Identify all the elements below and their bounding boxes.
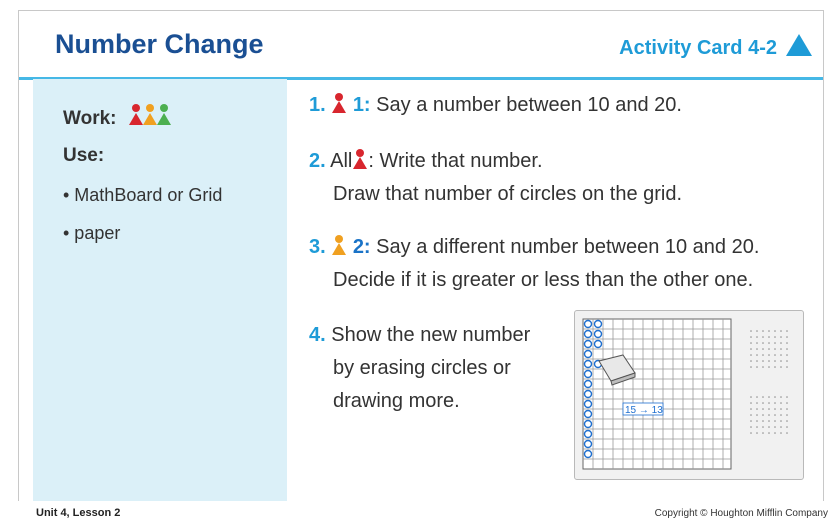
role-number: 1:: [352, 94, 371, 116]
step-text-line2: Draw that number of circles on the grid.: [333, 183, 683, 205]
group-of-people-icon: [126, 103, 174, 127]
role-number: 2:: [352, 236, 371, 258]
step-text: Say a different number between 10 and 20.: [376, 236, 760, 258]
orange-person-icon: [331, 234, 347, 256]
mathboard-illustration: [574, 310, 804, 480]
page-title: Number Change: [55, 29, 264, 59]
triangle-icon: [785, 33, 813, 57]
materials-sidebar: [33, 79, 287, 501]
step-text-line2: Decide if it is greater or less than the other one.: [333, 269, 754, 291]
work-label-text: Work:: [63, 108, 117, 129]
step-number: 1.: [309, 94, 326, 116]
activity-card-label: Activity Card 4-2: [619, 37, 777, 59]
step-3: [309, 231, 759, 297]
material-item: • MathBoard or Grid: [63, 185, 223, 205]
step-text: Show the new number: [331, 324, 531, 346]
footer-copyright: Copyright © Houghton Mifflin Company: [654, 508, 828, 519]
step-prefix: All: [330, 150, 353, 172]
step-text: : Write that number.: [368, 150, 543, 172]
step-text: Say a number between 10 and 20.: [376, 94, 682, 116]
grid-illustration: [575, 311, 803, 479]
step-text-line3: drawing more.: [333, 390, 460, 412]
title-bar: [19, 11, 823, 80]
step-2: [309, 145, 682, 211]
step-1: [309, 89, 682, 122]
footer-lesson: Unit 4, Lesson 2: [36, 507, 121, 519]
red-person-icon: [352, 148, 368, 170]
work-label: [63, 103, 170, 130]
step-4: [309, 319, 530, 418]
material-item: • paper: [63, 223, 121, 243]
step-number: 3.: [309, 236, 326, 258]
step-text-line2: by erasing circles or: [333, 357, 511, 379]
number-change-caption: 15 → 13: [625, 405, 663, 416]
use-label: Use:: [63, 145, 105, 166]
step-number: 4.: [309, 324, 326, 346]
step-number: 2.: [309, 150, 326, 172]
red-person-icon: [331, 92, 347, 114]
